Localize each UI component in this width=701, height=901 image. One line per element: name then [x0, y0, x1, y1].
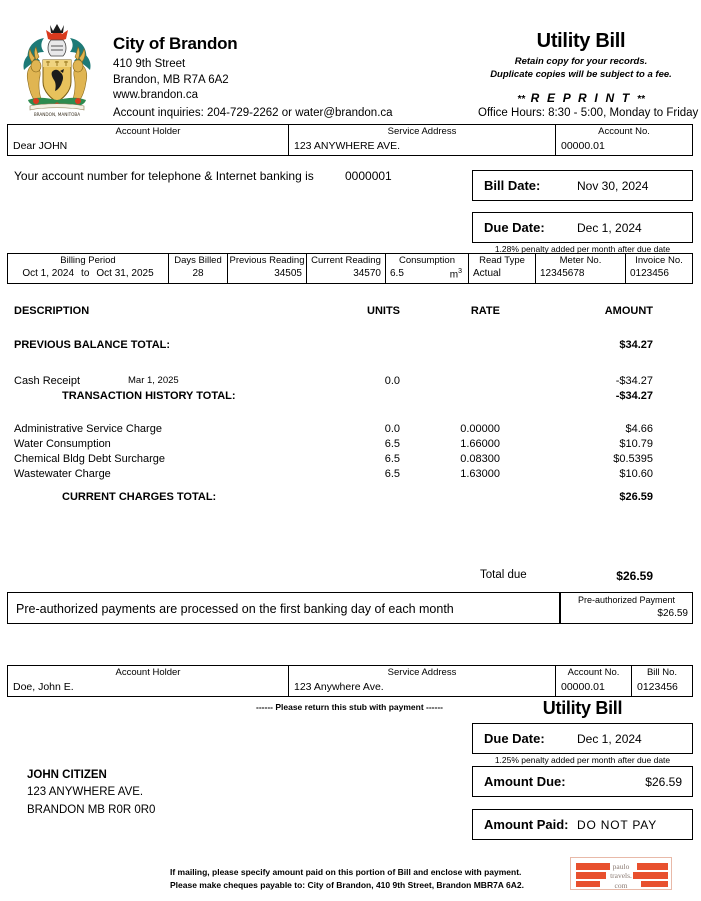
svg-text:BRANDON, MANITOBA: BRANDON, MANITOBA — [33, 112, 81, 117]
duplicate-fee-note: Duplicate copies will be subject to a fee. — [490, 68, 672, 80]
stub-service-address-value: 123 Anywhere Ave. — [294, 680, 384, 693]
stub-amount-paid-box[interactable] — [472, 809, 693, 840]
paulo-travels-logo — [570, 857, 672, 890]
invoice-no-header: Invoice No. — [635, 255, 683, 266]
previous-reading-value: 34505 — [274, 267, 302, 279]
previous-reading-cell — [228, 254, 307, 284]
office-hours-line: Office Hours: 8:30 - 5:00, Monday to Friday — [478, 107, 699, 119]
current-reading-cell — [307, 254, 386, 284]
previous-balance-row — [0, 339, 701, 375]
read-type-value: Actual — [473, 267, 501, 279]
preauthorized-divider — [559, 593, 561, 623]
bill-date-value: Nov 30, 2024 — [577, 179, 649, 193]
stub-account-no-value: 00000.01 — [561, 680, 605, 693]
read-type-cell — [469, 254, 536, 284]
stub-amount-paid-label: Amount Paid: — [484, 817, 569, 832]
account-no-header: Account No. — [598, 126, 650, 137]
service-address-cell — [289, 125, 556, 156]
transaction-description: Cash Receipt — [14, 375, 81, 387]
days-billed-cell — [169, 254, 228, 284]
charges-col-description: DESCRIPTION — [14, 305, 90, 317]
charges-col-rate: RATE — [470, 305, 500, 317]
line-item-description: Water Consumption — [14, 438, 111, 450]
account-no-value: 00000.01 — [561, 139, 605, 152]
line-item-row — [0, 438, 701, 453]
stub-amount-paid-value: DO NOT PAY — [577, 818, 658, 832]
consumption-value-row — [386, 267, 468, 283]
stub-amount-due-box — [472, 766, 693, 797]
current-charges-total-label: CURRENT CHARGES TOTAL: — [62, 491, 217, 503]
bill-title: Utility Bill — [536, 30, 626, 52]
organization-address-line2: Brandon, MB R7A 6A2 — [113, 73, 229, 86]
service-address-header: Service Address — [387, 126, 457, 137]
invoice-no-value: 0123456 — [630, 267, 669, 279]
bill-date-box — [472, 170, 693, 201]
consumption-value: 6.5 — [390, 267, 404, 279]
meter-no-value: 12345678 — [540, 267, 585, 279]
city-crest-logo — [14, 20, 100, 120]
charges-section — [0, 305, 701, 513]
line-item-rate: 0.08300 — [460, 453, 500, 465]
billing-period-from: Oct 1, 2024 — [22, 267, 75, 279]
paulo-travels-logo-text — [571, 858, 671, 889]
table-row — [8, 666, 693, 697]
current-charges-total-amount: $26.59 — [619, 491, 653, 503]
line-item-description: Administrative Service Charge — [14, 423, 162, 435]
total-due-value: $26.59 — [616, 569, 653, 583]
line-item-units: 6.5 — [384, 438, 400, 450]
transaction-total-row — [0, 390, 701, 423]
stub-account-holder-value: Doe, John E. — [13, 680, 74, 693]
organization-address-line1: 410 9th Street — [113, 58, 186, 71]
transaction-row — [0, 375, 701, 390]
transaction-date: Mar 1, 2025 — [128, 375, 179, 386]
charges-col-amount: AMOUNT — [604, 305, 653, 317]
reprint-star-left: ** — [517, 93, 526, 105]
stub-service-address-header: Service Address — [387, 667, 457, 678]
meter-no-header: Meter No. — [559, 255, 602, 266]
stub-account-holder-header: Account Holder — [115, 667, 181, 678]
reprint-marker — [461, 91, 701, 105]
service-address-value: 123 ANYWHERE AVE. — [294, 139, 401, 152]
organization-name: City of Brandon — [113, 34, 238, 53]
billing-period-to-word: to — [81, 267, 90, 279]
account-inquiries-line: Account inquiries: 204-729-2262 or water@brandon.ca — [113, 107, 393, 119]
consumption-cell — [386, 254, 469, 284]
stub-amount-due-label: Amount Due: — [484, 774, 566, 789]
account-holder-header: Account Holder — [115, 126, 181, 137]
days-billed-header: Days Billed — [174, 255, 222, 266]
current-charges-total-row — [0, 491, 701, 513]
account-holder-cell — [8, 125, 289, 156]
stub-due-date-value: Dec 1, 2024 — [577, 732, 642, 746]
transaction-total-label: TRANSACTION HISTORY TOTAL: — [62, 390, 236, 402]
line-item-row — [0, 468, 701, 483]
charges-header-row — [0, 305, 701, 339]
bill-date-label: Bill Date: — [484, 178, 541, 193]
telephone-banking-note: Your account number for telephone & Internet banking is — [14, 169, 314, 183]
meter-no-cell — [536, 254, 626, 284]
penalty-note-stub: 1.25% penalty added per month after due date — [494, 755, 671, 765]
footer-instructions — [170, 866, 524, 892]
invoice-no-cell — [626, 254, 693, 284]
line-item-row — [0, 453, 701, 468]
consumption-header: Consumption — [399, 255, 455, 266]
current-reading-value: 34570 — [353, 267, 381, 279]
line-item-units: 6.5 — [384, 453, 400, 465]
logo-line2: travels. — [610, 871, 632, 881]
charges-col-units: UNITS — [367, 305, 400, 317]
billing-period-cell — [8, 254, 169, 284]
consumption-unit: $m^3$ — [449, 267, 462, 281]
line-item-amount: $10.60 — [619, 468, 653, 480]
telephone-banking-number: 0000001 — [345, 169, 392, 183]
previous-balance-label: PREVIOUS BALANCE TOTAL: — [14, 339, 171, 351]
mailing-address-block — [27, 767, 155, 819]
mailing-name: JOHN CITIZEN — [27, 769, 107, 781]
preauthorized-amount: $26.59 — [657, 608, 688, 619]
line-item-units: 0.0 — [384, 423, 400, 435]
transaction-units: 0.0 — [384, 375, 400, 387]
account-holder-table — [7, 124, 693, 156]
mailing-line2: BRANDON MB R0R 0R0 — [27, 803, 156, 816]
stub-account-no-cell — [556, 666, 632, 697]
line-item-rate: 1.66000 — [460, 438, 500, 450]
stub-bill-title: Utility Bill — [542, 698, 623, 718]
stub-service-address-cell — [289, 666, 556, 697]
penalty-note-top: 1.28% penalty added per month after due date — [494, 244, 671, 254]
stub-return-note: ------ Please return this stub with payment ------ — [256, 702, 443, 712]
billing-period-header: Billing Period — [60, 255, 116, 266]
billing-period-value — [8, 267, 168, 282]
retain-copy-note: Retain copy for your records. — [514, 56, 648, 67]
footer-line2: Please make cheques payable to: City of Brandon, 410 9th Street, Brandon MBR7A 6A2. — [170, 879, 524, 890]
line-item-row — [0, 423, 701, 438]
line-item-rate: 1.63000 — [460, 468, 500, 480]
table-row — [8, 125, 693, 156]
logo-line3: com — [614, 880, 628, 890]
reprint-star-right: ** — [636, 93, 645, 105]
stub-bill-no-value: 0123456 — [637, 680, 678, 693]
line-item-rate: 0.00000 — [460, 423, 500, 435]
table-row — [8, 254, 693, 284]
line-item-amount: $4.66 — [625, 423, 653, 435]
read-type-header: Read Type — [479, 255, 525, 266]
previous-reading-header: Previous Reading — [229, 255, 305, 266]
transaction-total-amount: -$34.27 — [615, 390, 653, 402]
footer-line1: If mailing, please specify amount paid on this portion of Bill and enclose with payment. — [170, 867, 522, 877]
line-item-description: Wastewater Charge — [14, 468, 111, 480]
billing-period-to: Oct 31, 2025 — [96, 267, 154, 279]
organization-block — [113, 33, 238, 103]
total-due-label: Total due — [480, 569, 527, 581]
stub-account-no-header: Account No. — [567, 667, 620, 678]
due-date-label: Due Date: — [484, 220, 545, 235]
line-item-amount: $10.79 — [619, 438, 653, 450]
preauthorized-message: Pre-authorized payments are processed on the first banking day of each month — [16, 602, 454, 616]
stub-bill-no-cell — [632, 666, 693, 697]
line-item-description: Chemical Bldg Debt Surcharge — [14, 453, 166, 465]
billing-period-table — [7, 253, 693, 284]
days-billed-value: 28 — [192, 267, 204, 279]
account-holder-value: Dear JOHN — [13, 139, 68, 152]
mailing-line1: 123 ANYWHERE AVE. — [27, 786, 144, 799]
organization-website: www.brandon.ca — [113, 88, 199, 101]
stub-account-table — [7, 665, 693, 697]
bill-title-block — [461, 30, 701, 105]
stub-account-holder-cell — [8, 666, 289, 697]
preauthorized-payment-box — [7, 592, 693, 624]
due-date-value: Dec 1, 2024 — [577, 221, 642, 235]
stub-bill-no-header: Bill No. — [646, 667, 678, 678]
transaction-amount: -$34.27 — [615, 375, 653, 387]
previous-balance-amount: $34.27 — [619, 339, 653, 351]
stub-due-date-label: Due Date: — [484, 731, 545, 746]
reprint-text: R E P R I N T — [530, 90, 632, 105]
line-item-units: 6.5 — [384, 468, 400, 480]
stub-amount-due-value: $26.59 — [645, 775, 682, 789]
preauthorized-label: Pre-authorized Payment — [577, 595, 676, 605]
logo-line1: paulo — [612, 862, 630, 871]
stub-due-date-box — [472, 723, 693, 754]
due-date-box — [472, 212, 693, 243]
line-item-amount: $0.5395 — [613, 453, 653, 465]
account-no-cell — [556, 125, 693, 156]
current-reading-header: Current Reading — [311, 255, 381, 266]
